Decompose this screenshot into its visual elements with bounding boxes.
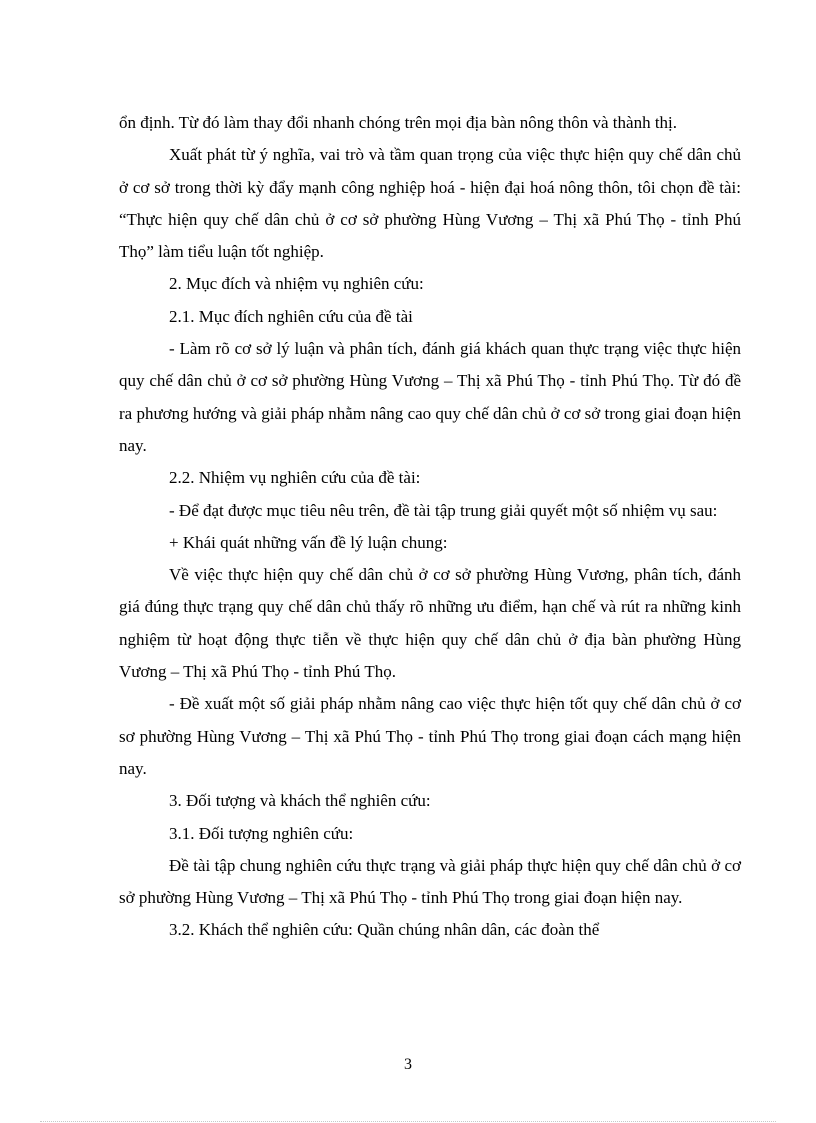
heading-section-2-2: 2.2. Nhiệm vụ nghiên cứu của đề tài: xyxy=(169,468,421,488)
paragraph-continuation: ổn định. Từ đó làm thay đổi nhanh chóng trên mọi địa bàn nông thôn và thành thị. xyxy=(119,113,678,132)
heading-section-3: 3. Đối tượng và khách thể nghiên cứu: xyxy=(169,791,431,811)
paragraph-research-object: Đề tài tập chung nghiên cứu thực trạng và giải pháp thực hiện quy chế dân chủ ở cơ sở phường Hùng Vương – Thị xã Phú Thọ - tỉnh Phú Thọ trong giai đoạn hiện nay. xyxy=(119,855,741,908)
paragraph-rationale: Xuất phát từ ý nghĩa, vai trò và tầm quan trọng của việc thực hiện quy chế dân chủ ở cơ sở trong thời kỳ đẩy mạnh công nghiệp hoá - hiện đại hoá nông thôn, tôi chọn đề tài: “Thực hiện quy chế dân chủ ở cơ sở phường Hùng Vương – Thị xã Phú Thọ - tỉnh Phú Thọ” làm tiểu luận tốt nghiệp. xyxy=(119,145,741,262)
heading-section-3-1: 3.1. Đối tượng nghiên cứu: xyxy=(169,823,354,843)
body-text xyxy=(119,107,741,947)
paragraph-tasks-intro: - Để đạt được mục tiêu nêu trên, đề tài tập trung giải quyết một số nhiệm vụ sau: xyxy=(169,500,718,520)
page-bottom-divider xyxy=(40,1121,776,1122)
heading-section-2-1: 2.1. Mục đích nghiên cứu của đề tài xyxy=(169,306,413,326)
heading-section-2: 2. Mục đích và nhiệm vụ nghiên cứu: xyxy=(169,274,424,294)
paragraph-purpose: - Làm rõ cơ sở lý luận và phân tích, đánh giá khách quan thực trạng việc thực hiện quy chế dân chủ ở cơ sở phường Hùng Vương – Thị xã Phú Thọ - tỉnh Phú Thọ. Từ đó đề ra phương hướng và giải pháp nhằm nâng cao quy chế dân chủ ở cơ sở trong giai đoạn hiện nay. xyxy=(119,339,741,455)
paragraph-task-analysis: Về việc thực hiện quy chế dân chủ ở cơ sở phường Hùng Vương, phân tích, đánh giá đúng thực trạng quy chế dân chủ thấy rõ những ưu điểm, hạn chế và rút ra những kinh nghiệm từ hoạt động thực tiễn về thực hiện quy chế dân chủ ở địa bàn phường Hùng Vương – Thị xã Phú Thọ - tỉnh Phú Thọ. xyxy=(119,565,741,682)
heading-section-3-2: 3.2. Khách thể nghiên cứu: Quần chúng nhân dân, các đoàn thể xyxy=(169,920,600,940)
paragraph-task-solutions: - Đề xuất một số giải pháp nhằm nâng cao việc thực hiện tốt quy chế dân chủ ở cơ sơ phường Hùng Vương – Thị xã Phú Thọ - tỉnh Phú Thọ trong giai đoạn cách mạng hiện nay. xyxy=(119,694,741,778)
page-number: 3 xyxy=(404,1056,412,1073)
paragraph-task-theory: + Khái quát những vấn đề lý luận chung: xyxy=(169,532,448,552)
